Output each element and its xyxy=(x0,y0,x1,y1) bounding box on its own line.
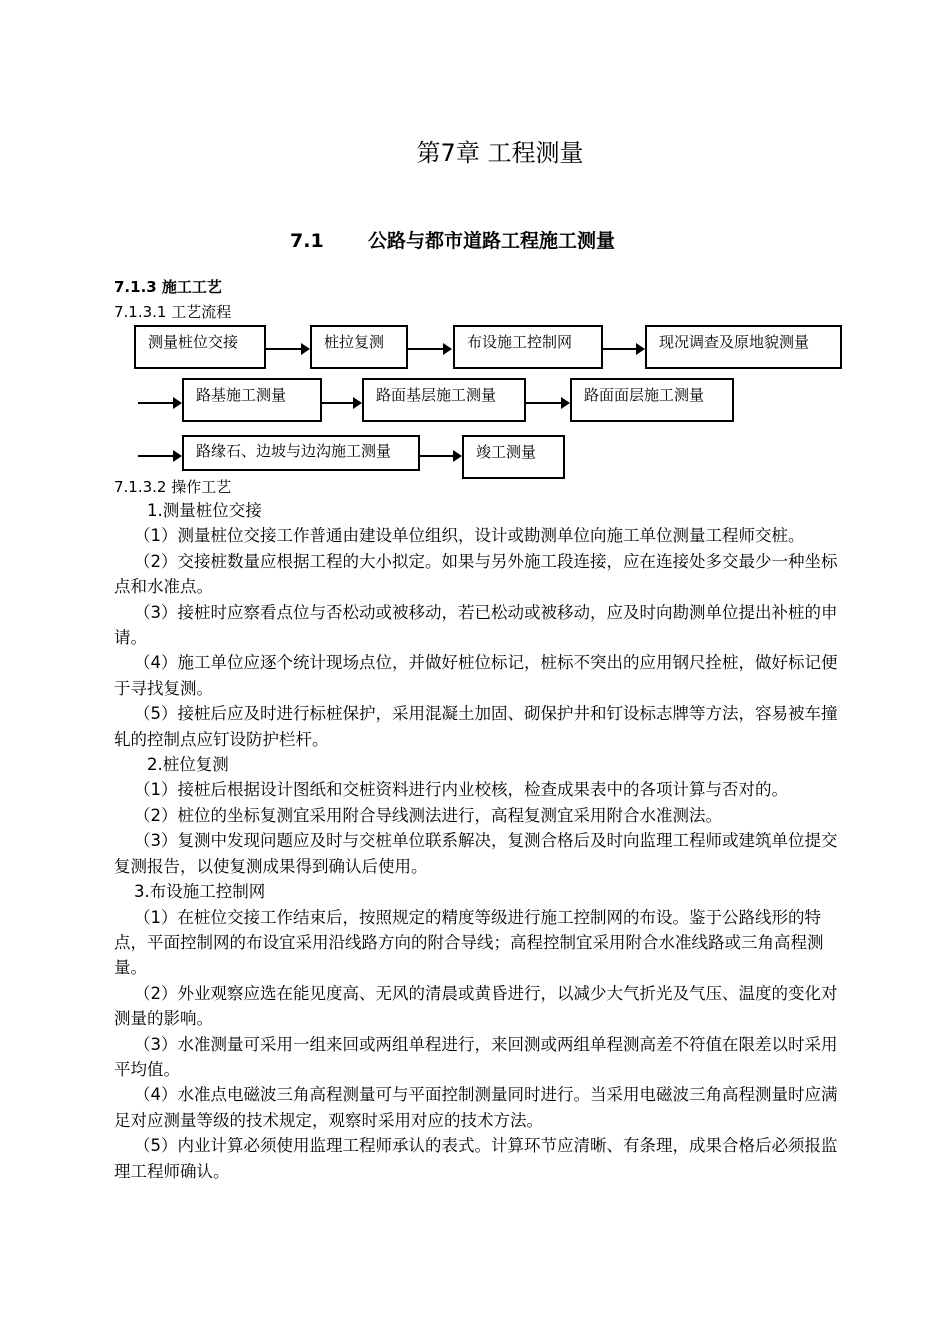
paragraph: （5）内业计算必须使用监理工程师承认的表式。计算环节应清晰、有条理，成果合格后必须报监理工程师确认。 xyxy=(114,1136,838,1181)
section-heading xyxy=(290,226,615,253)
paragraph: （5）接桩后应及时进行标桩保护，采用混凝土加固、砌保护井和钉设标志牌等方法，容易被车撞轧的控制点应钉设防护栏杆。 xyxy=(114,704,838,749)
flow-step-9: 竣工测量 xyxy=(462,435,565,479)
paragraph: （1）测量桩位交接工作普通由建设单位组织，设计或勘测单位向施工单位测量工程师交桩。 xyxy=(134,526,805,546)
paragraph: （1）接桩后根据设计图纸和交桩资料进行内业校核，检查成果表中的各项计算与否对的。 xyxy=(134,780,788,800)
paragraph: （2）桩位的坐标复测宜采用附合导线测法进行，高程复测宜采用附合水准测法。 xyxy=(134,805,722,825)
flow-step-2: 桩拉复测 xyxy=(310,325,408,369)
paragraph: （4）水准点电磁波三角高程测量可与平面控制测量同时进行。当采用电磁波三角高程测量时应满足对应测量等级的技术规定，观察时采用对应的技术方法。 xyxy=(114,1085,838,1130)
flow-arrow xyxy=(408,348,450,350)
flow-arrow xyxy=(603,348,643,350)
flow-arrow xyxy=(322,402,360,404)
paragraph: （2）交接桩数量应根据工程的大小拟定。如果与另外施工段连接，应在连接处多交最少一种坐标点和水准点。 xyxy=(114,551,838,597)
flow-step-3: 布设施工控制网 xyxy=(453,325,603,369)
paragraph: （2）外业观察应选在能见度高、无风的清晨或黄昏进行，以减少大气折光及气压、温度的变化对测量的影响。 xyxy=(114,983,838,1029)
flow-heading: 7.1.3.1 工艺流程 xyxy=(114,303,232,321)
flow-arrow xyxy=(526,402,568,404)
flow-step-4: 现况调查及原地貌测量 xyxy=(645,325,842,369)
paragraph: （4）施工单位应逐个统计现场点位，并做好桩位标记，桩标不突出的应用钢尺拴桩，做好标记便于寻找复测。 xyxy=(114,653,838,698)
section-number: 7.1 xyxy=(290,230,324,252)
operation-heading: 7.1.3.2 操作工艺 xyxy=(114,478,232,496)
flow-step-8: 路缘石、边坡与边沟施工测量 xyxy=(182,435,420,471)
paragraph: （3）接桩时应察看点位与否松动或被移动，若已松动或被移动，应及时向勘测单位提出补桩的申请。 xyxy=(114,602,838,648)
section-title: 公路与都市道路工程施工测量 xyxy=(368,230,616,252)
body-text xyxy=(114,498,844,1184)
flow-step-1: 测量桩位交接 xyxy=(134,325,266,369)
flow-arrow xyxy=(138,402,180,404)
flow-arrow xyxy=(420,455,460,457)
subsection-heading: 7.1.3 施工工艺 xyxy=(114,278,222,296)
item-heading: 3.布设施工控制网 xyxy=(134,882,266,902)
flow-arrow xyxy=(266,348,308,350)
paragraph: （3）水准测量可采用一组来回或两组单程进行，来回测或两组单程测高差不符值在限差以时采用平均值。 xyxy=(114,1034,838,1079)
flow-arrow xyxy=(138,455,180,457)
item-heading: 2.桩位复测 xyxy=(147,755,229,775)
flow-step-6: 路面基层施工测量 xyxy=(362,378,526,422)
chapter-title: 第7章 工程测量 xyxy=(416,139,584,167)
item-heading: 1.测量桩位交接 xyxy=(147,501,262,520)
flow-step-7: 路面面层施工测量 xyxy=(570,378,734,422)
flow-step-5: 路基施工测量 xyxy=(182,378,322,422)
paragraph: （1）在桩位交接工作结束后，按照规定的精度等级进行施工控制网的布设。鉴于公路线形的特点，平面控制网的布设宜采用沿线路方向的附合导线；高程控制宜采用附合水准线路或三角高程测量。 xyxy=(114,907,824,978)
paragraph: （3）复测中发现问题应及时与交桩单位联系解决，复测合格后及时向监理工程师或建筑单位提交复测报告，以使复测成果得到确认后使用。 xyxy=(114,831,838,876)
